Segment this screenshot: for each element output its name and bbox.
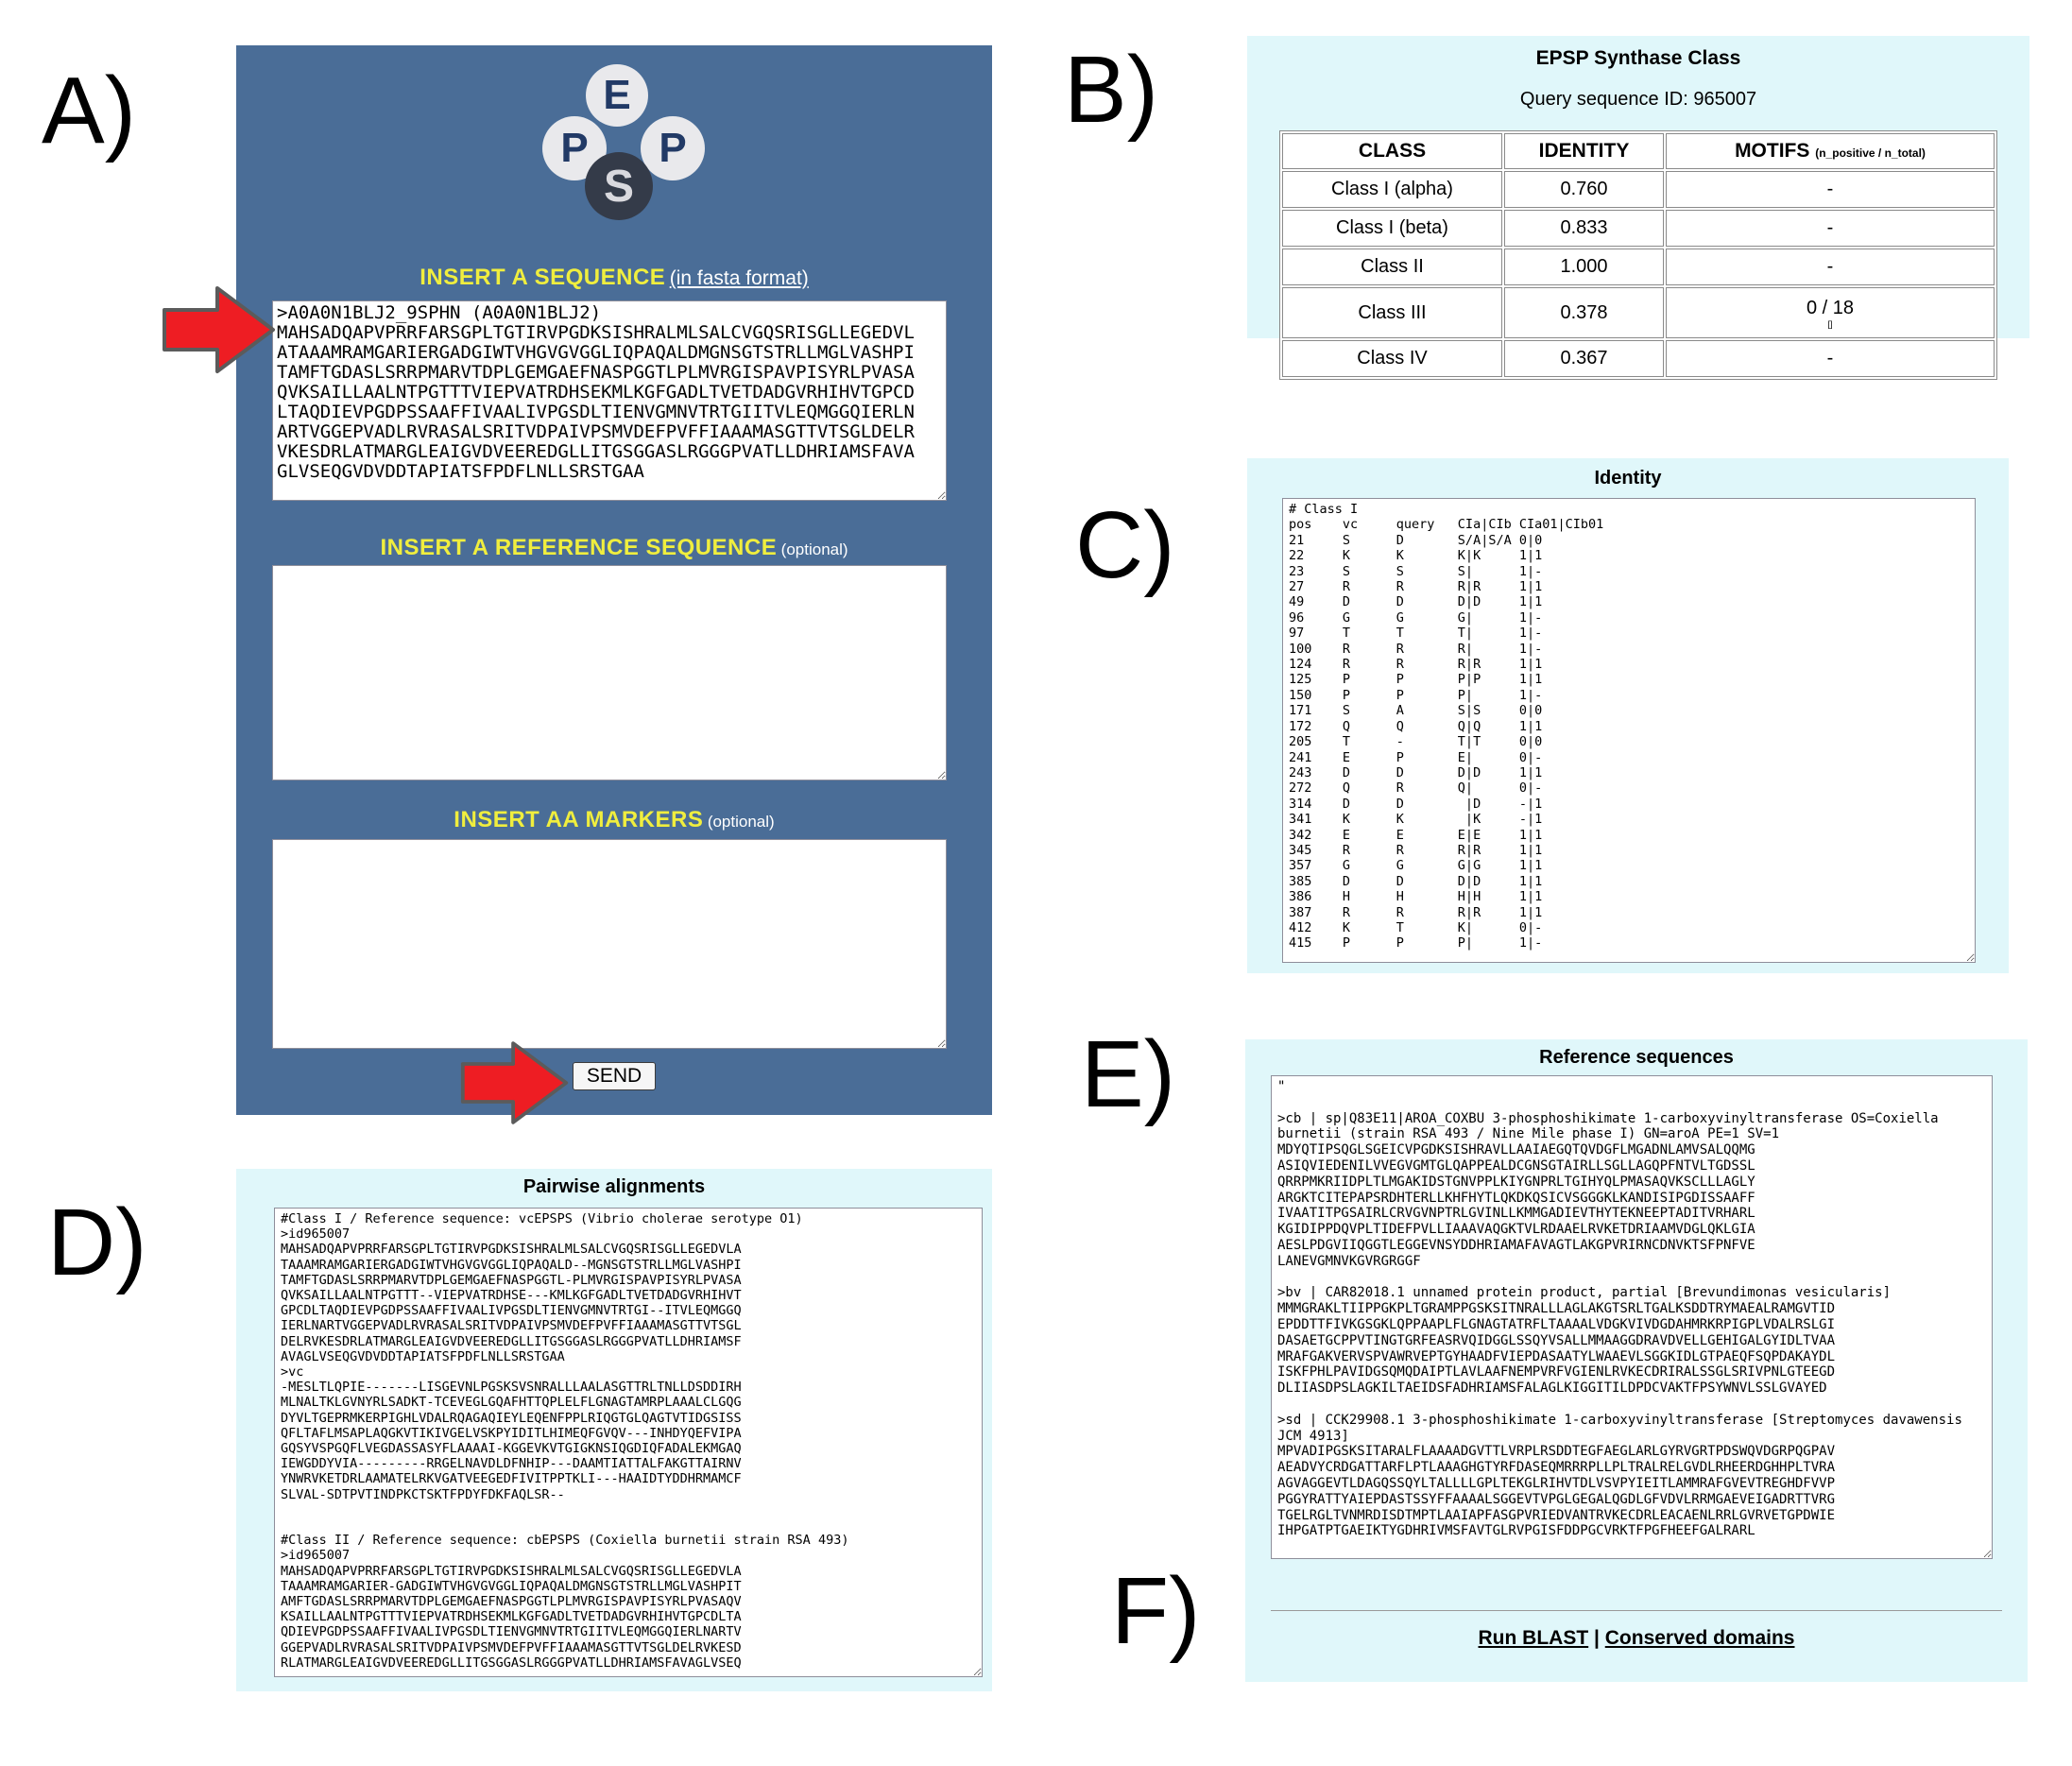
pairwise-panel-title: Pairwise alignments [522, 1176, 706, 1197]
figure-label-b: B) [1064, 37, 1158, 143]
conserved-domains-link[interactable]: Conserved domains [1604, 1627, 1795, 1649]
logo-circle-p-right [641, 116, 705, 180]
table-row [1282, 340, 1995, 377]
markers-section-heading [236, 807, 992, 833]
figure-label-a: A) [42, 58, 136, 163]
query-id-line: Query sequence ID: 965007 [1519, 89, 1757, 110]
send-row [236, 1062, 992, 1090]
identity-cell: 1.000 [1504, 249, 1664, 285]
logo-letter-p-left: P [560, 125, 589, 171]
external-links-row [1245, 1627, 2028, 1650]
reference-section-heading [236, 535, 992, 561]
identity-cell: 0.760 [1504, 171, 1664, 208]
motifs-header-note: (n_positive / n_total) [1815, 146, 1926, 160]
motifs-header-text: MOTIFS [1735, 140, 1810, 162]
aa-markers-input[interactable] [272, 839, 947, 1049]
figure-label-c: C) [1075, 492, 1175, 598]
motifs-cell: - [1666, 171, 1995, 208]
identity-cell: 0.833 [1504, 210, 1664, 247]
markers-title: INSERT AA MARKERS [454, 807, 704, 832]
reference-sequence-input[interactable] [272, 565, 947, 780]
markers-optional-note: (optional) [707, 813, 775, 831]
class-cell: Class IV [1282, 340, 1502, 377]
divider-line [1271, 1610, 2002, 1611]
reference-optional-note: (optional) [780, 540, 848, 558]
class-cell: Class I (beta) [1282, 210, 1502, 247]
motifs-cell: - [1666, 249, 1995, 285]
reference-title: INSERT A REFERENCE SEQUENCE [380, 535, 778, 560]
figure-label-f: F) [1111, 1558, 1201, 1664]
class-column-header: CLASS [1282, 133, 1502, 169]
sequence-input[interactable] [272, 300, 947, 501]
logo-circle-s [585, 152, 653, 220]
motifs-cell: - [1666, 210, 1995, 247]
class-cell: Class I (alpha) [1282, 171, 1502, 208]
pairwise-alignments-panel [236, 1169, 992, 1691]
motifs-cell [1666, 287, 1995, 338]
reference-sequences-panel [1245, 1039, 2028, 1682]
logo-circle-e [586, 64, 648, 127]
logo-letter-p-right: P [659, 125, 687, 171]
fasta-format-link[interactable]: (in fasta format) [669, 267, 809, 289]
reference-sequences-output[interactable] [1271, 1075, 1993, 1559]
motifs-column-header [1666, 133, 1995, 169]
send-button[interactable]: SEND [573, 1062, 656, 1090]
figure-label-e: E) [1081, 1021, 1175, 1127]
identity-cell: 0.378 [1504, 287, 1664, 338]
figure-label-d: D) [47, 1190, 147, 1295]
class-cell: Class II [1282, 249, 1502, 285]
table-row [1282, 287, 1995, 338]
motifs-value: 0 / 18 [1806, 297, 1855, 318]
identity-cell: 0.367 [1504, 340, 1664, 377]
input-form-panel [236, 45, 992, 1115]
identity-panel [1247, 458, 2009, 973]
class-table-header-row [1282, 133, 1995, 169]
logo-letter-s: S [603, 161, 634, 212]
table-row [1282, 249, 1995, 285]
class-table [1279, 130, 1997, 380]
class-result-panel [1247, 36, 2029, 369]
run-blast-link[interactable]: Run BLAST [1478, 1627, 1589, 1649]
pairwise-alignments-output[interactable] [274, 1208, 983, 1677]
motifs-sub-value: [] [1827, 318, 1833, 329]
identity-output[interactable] [1282, 498, 1976, 963]
identity-panel-title: Identity [1594, 468, 1662, 489]
motifs-cell: - [1666, 340, 1995, 377]
table-row [1282, 171, 1995, 208]
table-row [1282, 210, 1995, 247]
link-separator: | [1594, 1627, 1600, 1649]
red-arrow-icon [161, 282, 278, 378]
class-panel-title: EPSP Synthase Class [1535, 47, 1741, 69]
logo-letter-e: E [603, 72, 631, 118]
sequence-section-heading [236, 265, 992, 291]
sequence-title: INSERT A SEQUENCE [420, 265, 666, 290]
identity-column-header: IDENTITY [1504, 133, 1664, 169]
reference-panel-title: Reference sequences [1539, 1047, 1734, 1068]
red-arrow-icon [459, 1030, 571, 1136]
class-cell: Class III [1282, 287, 1502, 338]
